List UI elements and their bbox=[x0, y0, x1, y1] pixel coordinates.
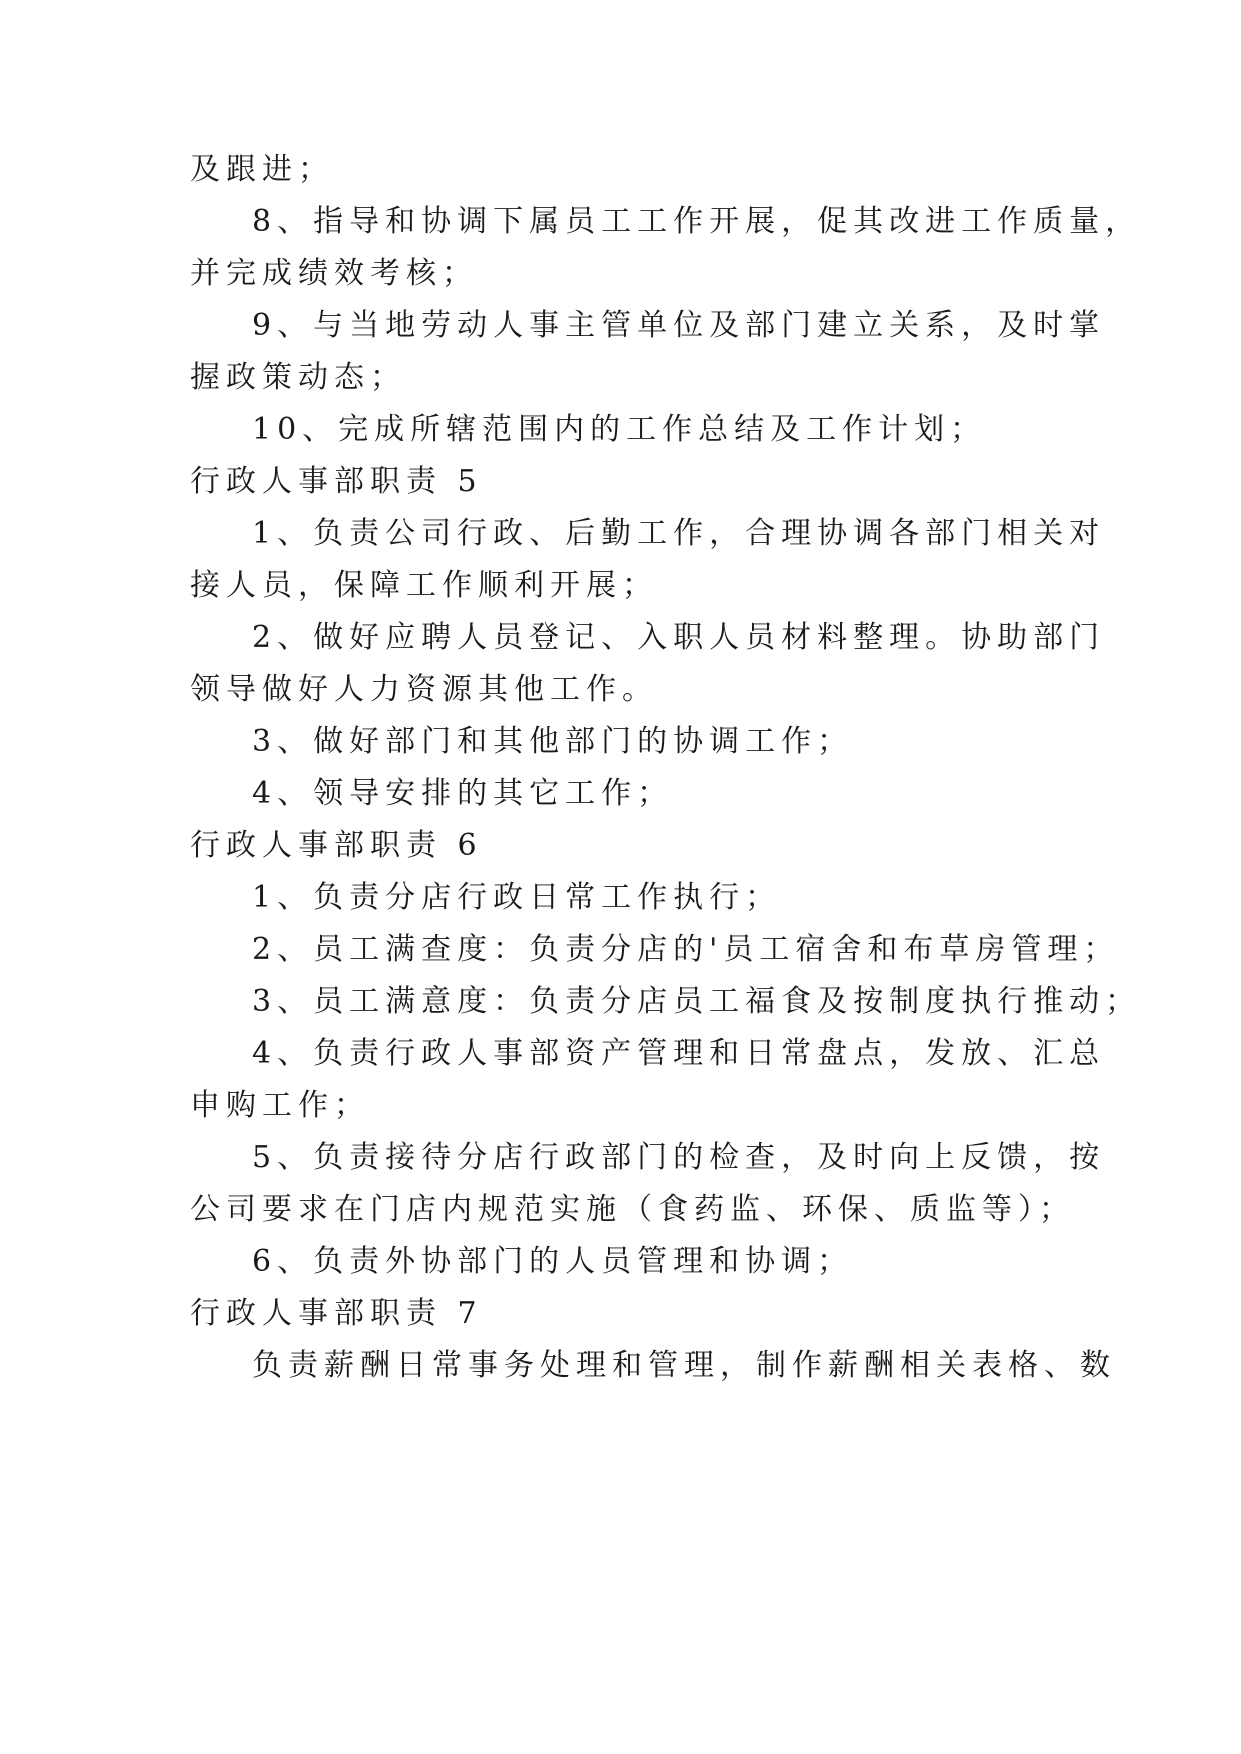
s6-item-5-line-1: 5、负责接待分店行政部门的检查，及时向上反馈，按 bbox=[252, 1140, 1106, 1175]
list-item-8-line-1: 8、指导和协调下属员工工作开展，促其改进工作质量， bbox=[252, 204, 1142, 239]
list-item-9-line-1: 9、与当地劳动人事主管单位及部门建立关系，及时掌 bbox=[252, 308, 1106, 343]
s5-item-2-line-2: 领导做好人力资源其他工作。 bbox=[190, 672, 658, 707]
section-heading-7: 行政人事部职责 7 bbox=[190, 1296, 483, 1331]
s6-item-4-line-2: 申购工作； bbox=[190, 1088, 370, 1123]
s5-item-3: 3、做好部门和其他部门的协调工作； bbox=[252, 724, 854, 759]
s5-item-1-line-2: 接人员，保障工作顺利开展； bbox=[190, 568, 658, 603]
s6-item-6: 6、负责外协部门的人员管理和协调； bbox=[252, 1244, 854, 1279]
list-item-9-line-2: 握政策动态； bbox=[190, 360, 406, 395]
s6-item-5-line-2: 公司要求在门店内规范实施（食药监、环保、质监等）； bbox=[190, 1192, 1075, 1227]
s5-item-4: 4、领导安排的其它工作； bbox=[252, 776, 674, 811]
s5-item-1-line-1: 1、负责公司行政、后勤工作，合理协调各部门相关对 bbox=[252, 516, 1106, 551]
section-heading-6: 行政人事部职责 6 bbox=[190, 828, 483, 863]
s7-paragraph-line-1: 负责薪酬日常事务处理和管理，制作薪酬相关表格、数 bbox=[252, 1348, 1116, 1383]
s6-item-1: 1、负责分店行政日常工作执行； bbox=[252, 880, 782, 915]
list-item-8-line-2: 并完成绩效考核； bbox=[190, 256, 478, 291]
s6-item-2: 2、员工满查度：负责分店的'员工宿舍和布草房管理； bbox=[252, 932, 1120, 967]
s5-item-2-line-1: 2、做好应聘人员登记、入职人员材料整理。协助部门 bbox=[252, 620, 1106, 655]
s6-item-3: 3、员工满意度：负责分店员工福食及按制度执行推动； bbox=[252, 984, 1142, 1019]
section-heading-5: 行政人事部职责 5 bbox=[190, 464, 483, 499]
list-item-10: 10、完成所辖范围内的工作总结及工作计划； bbox=[252, 412, 987, 447]
s6-item-4-line-1: 4、负责行政人事部资产管理和日常盘点，发放、汇总 bbox=[252, 1036, 1106, 1071]
paragraph-line: 及跟进； bbox=[190, 152, 334, 187]
